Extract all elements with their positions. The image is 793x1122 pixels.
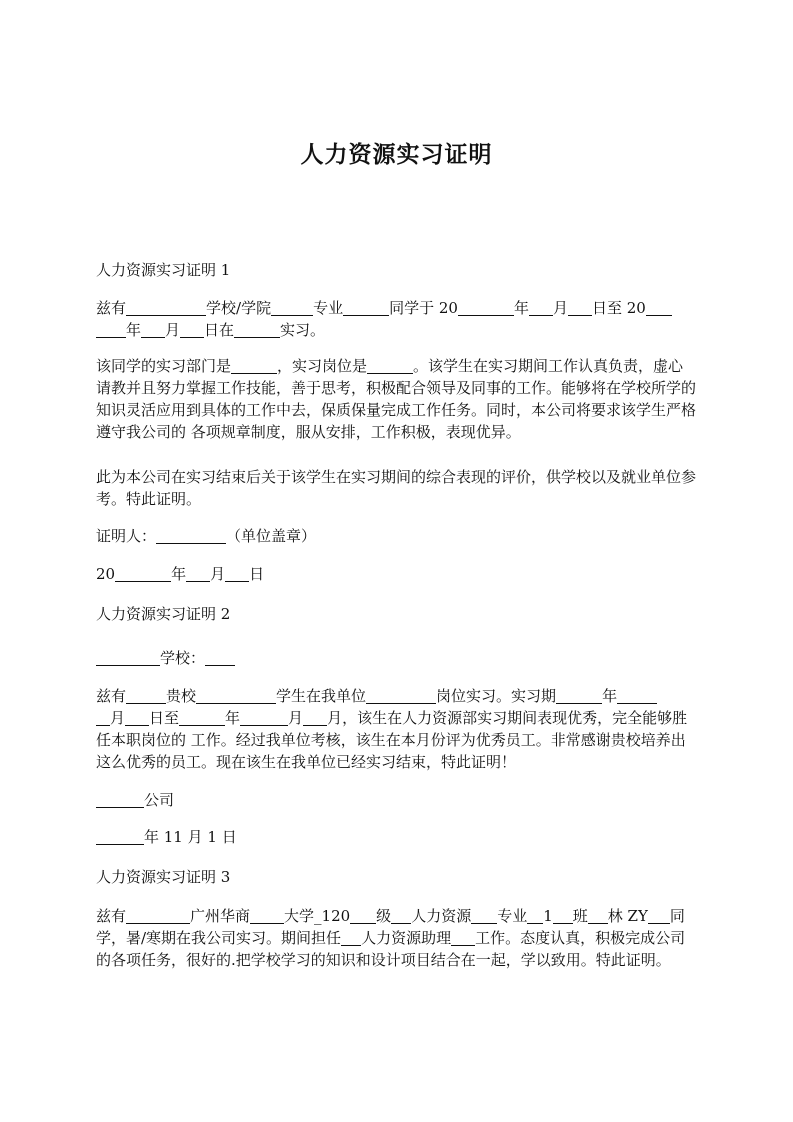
text: 广州华商 bbox=[190, 907, 251, 925]
blank-line bbox=[556, 687, 602, 704]
blank-line bbox=[180, 321, 204, 338]
text: 证明人： bbox=[96, 527, 157, 545]
blank-line bbox=[96, 791, 144, 808]
text: 年 bbox=[225, 709, 241, 727]
text: 专业 bbox=[313, 299, 344, 317]
text: 月 bbox=[110, 709, 126, 727]
text: 工作。态度认真，积极完成公司的各项任务，很好的.把学校学习的知识和设计项目结合在一起，学以致用。特此证明。 bbox=[96, 929, 686, 969]
text: 日至 20 bbox=[591, 299, 646, 317]
blank-line bbox=[568, 299, 592, 316]
text: 大学_120 bbox=[284, 907, 351, 925]
blank-line bbox=[250, 907, 284, 924]
text: 年 11 月 1 日 bbox=[144, 828, 237, 846]
text: 人力资源 bbox=[411, 907, 472, 925]
text: 年 bbox=[513, 299, 529, 317]
document-title: 人力资源实习证明 bbox=[300, 142, 493, 168]
text: 岗位实习。实习期 bbox=[436, 687, 557, 705]
text: 学校： bbox=[160, 649, 206, 667]
text: 年 bbox=[171, 565, 187, 583]
blank-line bbox=[271, 299, 313, 316]
blank-line bbox=[588, 907, 608, 924]
text: ，实习岗位是 bbox=[277, 357, 368, 375]
text: 1 bbox=[543, 907, 553, 925]
text: 月 bbox=[210, 565, 226, 583]
text: 兹有 bbox=[96, 907, 127, 925]
section-2-heading: 人力资源实习证明 2 bbox=[96, 605, 231, 623]
section-3-heading: 人力资源实习证明 3 bbox=[96, 868, 231, 886]
text: 日至 bbox=[149, 709, 180, 727]
text: 实习。 bbox=[280, 321, 326, 339]
blank-line bbox=[125, 709, 149, 726]
blank-line bbox=[96, 321, 126, 338]
text: 林 ZY bbox=[607, 907, 648, 925]
text: 公司 bbox=[144, 791, 175, 809]
blank-line bbox=[179, 709, 225, 726]
text: 月 bbox=[552, 299, 568, 317]
blank-line bbox=[343, 299, 389, 316]
blank-line bbox=[646, 299, 672, 316]
text: 学校/学院 bbox=[206, 299, 272, 317]
text: 年 bbox=[602, 687, 618, 705]
blank-line bbox=[458, 299, 514, 316]
blank-line bbox=[303, 709, 327, 726]
blank-line bbox=[126, 687, 166, 704]
blank-line bbox=[231, 357, 277, 374]
text: 月 bbox=[165, 321, 181, 339]
text: 专业 bbox=[497, 907, 528, 925]
text: ，该生在人力资源部实习期间表现优秀，完全能够胜任本职岗位的 工作。经过我单位考核，该生在本月份评为优秀员工。非常感谢贵校培养出这么优秀的员工。现在该生在我单位已经实习结束，特此证明！ bbox=[96, 709, 688, 771]
signature-blank bbox=[156, 527, 226, 544]
text: 兹有 bbox=[96, 687, 127, 705]
section-1-certifier bbox=[96, 525, 698, 547]
text: 班 bbox=[572, 907, 588, 925]
blank-line bbox=[391, 907, 411, 924]
blank-line bbox=[115, 565, 171, 582]
section-3-body bbox=[96, 905, 698, 971]
section-1-conclusion: 此为本公司在实习结束后关于该学生在实习期间的综合表现的评价，供学校以及就业单位参考。特此证明。 bbox=[96, 468, 697, 508]
text: 年 bbox=[126, 321, 142, 339]
text: 该同学的实习部门是 bbox=[96, 357, 232, 375]
blank-line bbox=[240, 709, 288, 726]
blank-line bbox=[366, 687, 436, 704]
blank-line bbox=[96, 828, 144, 845]
text: 兹有 bbox=[96, 299, 127, 317]
blank-line bbox=[341, 929, 361, 946]
blank-line bbox=[234, 321, 280, 338]
blank-line bbox=[451, 929, 475, 946]
text: 。该学生在实习期间工作认真负责，虚心请教并且努力掌握工作技能，善于思考，积极配合领导及同事的工作。能够将在学校所学的知识灵活应用到具体的工作中去，保质保量完成工作任务。同时，本公司将要求该学生严格遵守我公司的 各项规章制度，服从安排，工作积极，表现优异。 bbox=[96, 357, 697, 441]
text: 贵校 bbox=[166, 687, 197, 705]
text: 级 bbox=[376, 907, 392, 925]
blank-line bbox=[205, 649, 235, 666]
text: 同学，暑/寒期在我公司实习。期间担任 bbox=[96, 907, 685, 947]
text: 人力资源助理 bbox=[361, 929, 452, 947]
section-2-date bbox=[96, 826, 698, 848]
section-1-intro bbox=[96, 297, 698, 341]
blank-line bbox=[225, 565, 249, 582]
blank-line bbox=[350, 907, 376, 924]
blank-line bbox=[96, 709, 110, 726]
blank-line bbox=[196, 687, 276, 704]
text: （单位盖章） bbox=[226, 527, 317, 545]
blank-line bbox=[648, 907, 670, 924]
blank-line bbox=[553, 907, 573, 924]
blank-line bbox=[186, 565, 210, 582]
text: 月 bbox=[327, 709, 343, 727]
blank-line bbox=[96, 649, 160, 666]
section-1-department bbox=[96, 355, 698, 443]
blank-line bbox=[126, 907, 190, 924]
section-1-date bbox=[96, 563, 698, 585]
blank-line bbox=[367, 357, 413, 374]
text: 日 bbox=[249, 565, 265, 583]
blank-line bbox=[529, 299, 553, 316]
text: 月 bbox=[288, 709, 304, 727]
text: 学生在我单位 bbox=[276, 687, 367, 705]
text: 同学于 20 bbox=[389, 299, 458, 317]
text: 20 bbox=[96, 565, 116, 583]
section-1-heading: 人力资源实习证明 1 bbox=[96, 261, 231, 279]
section-2-body bbox=[96, 685, 698, 773]
section-2-company bbox=[96, 789, 698, 811]
text: 日在 bbox=[204, 321, 235, 339]
blank-line bbox=[617, 687, 657, 704]
blank-line bbox=[527, 907, 543, 924]
blank-line bbox=[141, 321, 165, 338]
blank-line bbox=[126, 299, 206, 316]
section-2-school-line bbox=[96, 647, 698, 669]
blank-line bbox=[471, 907, 497, 924]
